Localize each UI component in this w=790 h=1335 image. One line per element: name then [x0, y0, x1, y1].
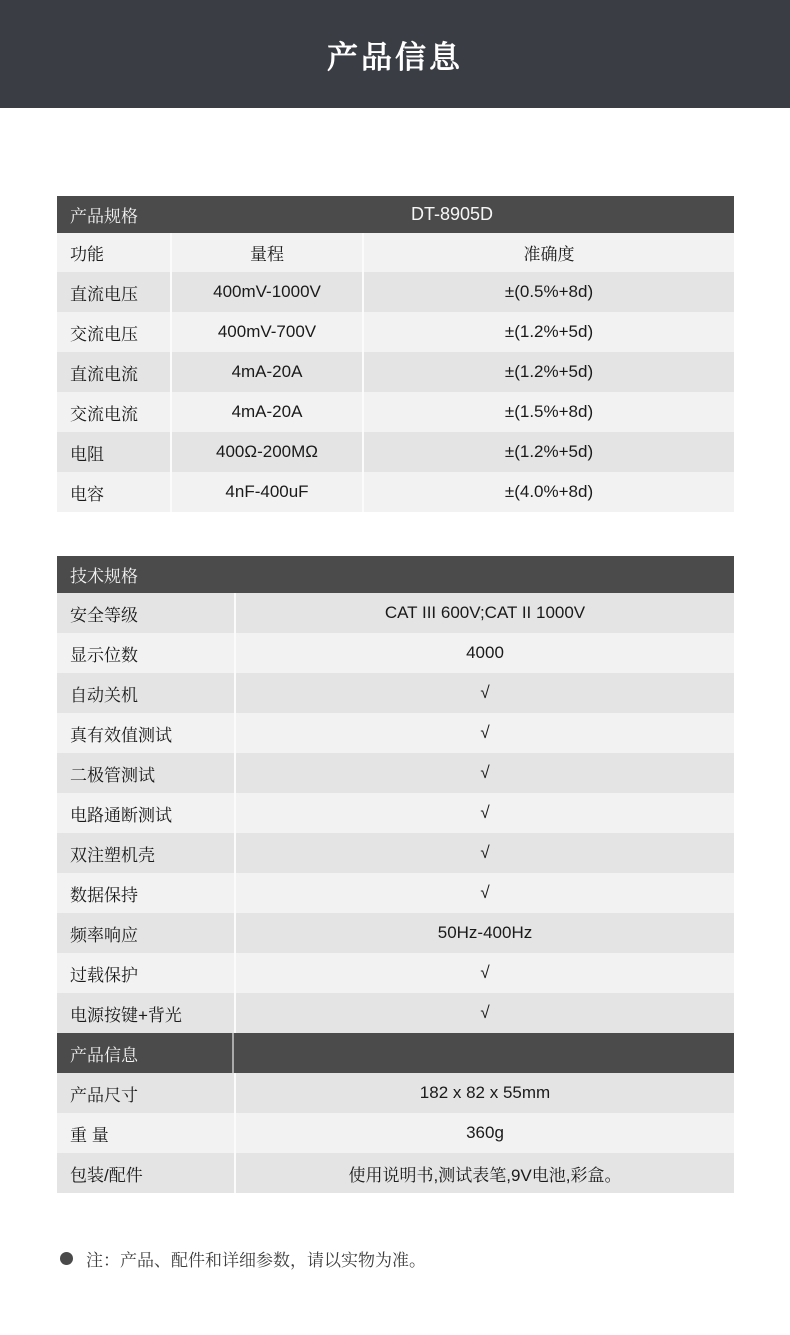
cell-range: 4mA-20A: [170, 352, 362, 392]
table-row: [57, 593, 734, 633]
cell-label: 显示位数: [70, 645, 138, 665]
footnote-text: 注：产品、配件和详细参数，请以实物为准。: [86, 1251, 426, 1270]
cell-accuracy: ±(1.5%+8d): [362, 392, 734, 432]
cell-function: 电阻: [70, 444, 104, 464]
info-table: [57, 1033, 734, 1193]
cell-accuracy: ±(1.2%+5d): [362, 432, 734, 472]
cell-value: √: [234, 953, 734, 993]
cell-range: 4nF-400uF: [170, 472, 362, 512]
table-row: [57, 392, 734, 432]
cell-function: 电容: [70, 484, 104, 504]
cell-accuracy: ±(0.5%+8d): [362, 272, 734, 312]
tech-table-titlebar: [57, 556, 734, 593]
cell-value: √: [234, 753, 734, 793]
table-row: [57, 793, 734, 833]
spec-table-title: 产品规格: [70, 207, 138, 226]
table-row: [57, 993, 734, 1033]
table-row: [57, 1113, 734, 1153]
info-table-titlebar: [57, 1033, 734, 1073]
cell-label: 电源按键+背光: [70, 1005, 182, 1025]
cell-value: √: [234, 713, 734, 753]
cell-accuracy: ±(4.0%+8d): [362, 472, 734, 512]
cell-range: 4mA-20A: [170, 392, 362, 432]
table-row: [57, 432, 734, 472]
page-header: [0, 0, 790, 108]
cell-label: 包装/配件: [70, 1165, 143, 1185]
footnote: [60, 1246, 790, 1271]
table-row: [57, 1153, 734, 1193]
table-row: [57, 272, 734, 312]
cell-label: 电路通断测试: [70, 805, 172, 825]
table-row: [57, 312, 734, 352]
cell-label: 频率响应: [70, 925, 138, 945]
bullet-icon: [60, 1252, 73, 1265]
table-row: [57, 1073, 734, 1113]
section-gap: [57, 512, 734, 556]
spec-table-titlebar: [57, 196, 734, 233]
cell-label: 过载保护: [70, 965, 138, 985]
table-row: [57, 673, 734, 713]
cell-value: √: [234, 673, 734, 713]
column-header-function: 功能: [70, 245, 104, 264]
column-header-accuracy: 准确度: [362, 233, 734, 272]
cell-value: CAT III 600V;CAT II 1000V: [234, 593, 734, 633]
cell-accuracy: ±(1.2%+5d): [362, 352, 734, 392]
cell-function: 交流电压: [70, 324, 138, 344]
page-title: 产品信息: [327, 39, 463, 75]
content-area: [0, 108, 790, 1193]
cell-function: 交流电流: [70, 404, 138, 424]
cell-range: 400mV-1000V: [170, 272, 362, 312]
cell-value: 4000: [234, 633, 734, 673]
cell-label: 二极管测试: [70, 765, 155, 785]
info-table-title: 产品信息: [57, 1033, 234, 1073]
table-row: [57, 713, 734, 753]
cell-label: 真有效值测试: [70, 725, 172, 745]
cell-label: 数据保持: [70, 885, 138, 905]
cell-value: 360g: [234, 1113, 734, 1153]
table-row: [57, 352, 734, 392]
cell-function: 直流电压: [70, 284, 138, 304]
table-row: [57, 472, 734, 512]
cell-label: 自动关机: [70, 685, 138, 705]
column-header-range: 量程: [170, 233, 362, 272]
cell-range: 400mV-700V: [170, 312, 362, 352]
table-row: [57, 633, 734, 673]
cell-value: √: [234, 993, 734, 1033]
table-row: [57, 953, 734, 993]
cell-function: 直流电流: [70, 364, 138, 384]
tech-table: [57, 556, 734, 1033]
cell-value: √: [234, 833, 734, 873]
cell-range: 400Ω-200MΩ: [170, 432, 362, 472]
table-row: [57, 873, 734, 913]
cell-label: 双注塑机壳: [70, 845, 155, 865]
cell-value: √: [234, 793, 734, 833]
product-model: DT-8905D: [410, 204, 494, 224]
cell-label: 产品尺寸: [70, 1085, 138, 1105]
cell-value: 50Hz-400Hz: [234, 913, 734, 953]
cell-accuracy: ±(1.2%+5d): [362, 312, 734, 352]
spec-column-header-row: [57, 233, 734, 272]
table-row: [57, 833, 734, 873]
cell-value: 使用说明书,测试表笔,9V电池,彩盒。: [234, 1153, 734, 1193]
table-row: [57, 913, 734, 953]
spec-table: [57, 196, 734, 512]
cell-label: 重 量: [70, 1125, 109, 1145]
cell-value: 182 x 82 x 55mm: [234, 1073, 734, 1113]
table-row: [57, 753, 734, 793]
cell-label: 安全等级: [70, 605, 138, 625]
cell-value: √: [234, 873, 734, 913]
tech-table-title: 技术规格: [70, 567, 138, 586]
